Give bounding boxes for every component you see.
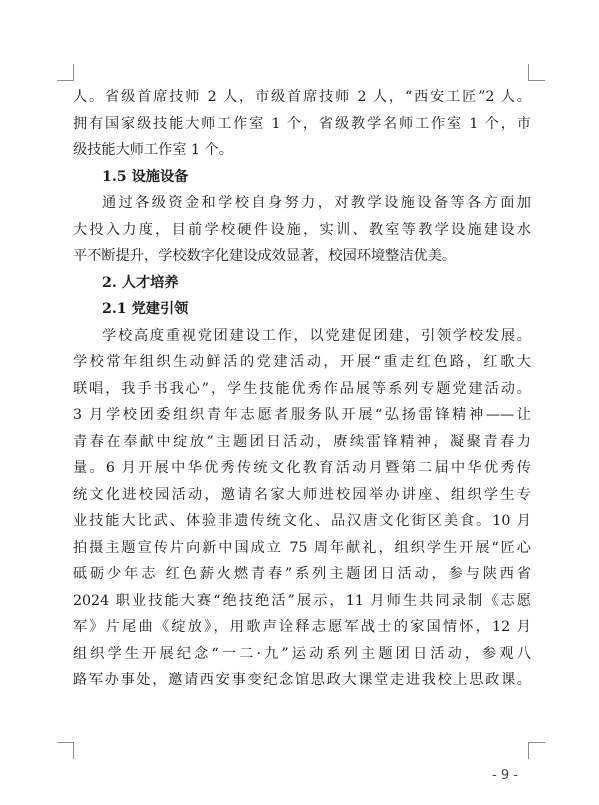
text-line: 砥砺少年志 红色薪火燃青春”系列主题团日活动，参与陕西省 bbox=[73, 566, 531, 582]
text-line: 大投入力度，目前学校硬件设施，实训、教室等教学设施建设水 bbox=[73, 221, 531, 238]
text-line: 量。6 月开展中华优秀传统文化教育活动月暨第二届中华优秀传 bbox=[73, 460, 531, 476]
text-line: 军》片尾曲《绽放》，用歌声诠释志愿军战士的家国情怀，12 月 bbox=[73, 619, 531, 635]
text-line: 平不断提升，学校数字化建设成效显著，校园环境整洁优美。 bbox=[73, 248, 457, 264]
bottom-left-margin-mark bbox=[57, 742, 74, 759]
text-line: 路军办事处，邀请西安事变纪念馆思政大课堂走进我校上思政课。 bbox=[73, 672, 531, 688]
text-line: 拥有国家级技能大师工作室 1 个，省级教学名师工作室 1 个，市 bbox=[73, 115, 531, 132]
text-line: 业技能大比武、体验非遗传统文化、品汉唐文化街区美食。10 月 bbox=[73, 513, 531, 529]
text-line: 联唱，我手书我心”，学生技能优秀作品展等系列专题党建活动。 bbox=[73, 380, 531, 397]
text-line: 3 月学校团委组织青年志愿者服务队开展“弘扬雷锋精神——让 bbox=[73, 407, 531, 423]
text-line: 组织学生开展纪念“一二·九”运动系列主题团日活动，参观八 bbox=[73, 645, 531, 662]
text-line: 学校高度重视党团建设工作，以党建促团建，引领学校发展。 bbox=[102, 327, 531, 344]
top-left-margin-mark bbox=[57, 64, 74, 81]
section-heading-1-5: 1.5 设施设备 bbox=[102, 168, 189, 185]
text-line: 人。省级首席技师 2 人，市级首席技师 2 人，“西安工匠”2 人。 bbox=[73, 89, 531, 105]
bottom-right-margin-mark bbox=[528, 742, 545, 759]
text-line: 通过各级资金和学校自身努力，对教学设施设备等各方面加 bbox=[102, 195, 531, 211]
text-line: 拍摄主题宣传片向新中国成立 75 周年献礼，组织学生开展“匠心 bbox=[73, 539, 531, 556]
section-heading-2: 2. 人才培养 bbox=[102, 274, 179, 291]
top-right-margin-mark bbox=[528, 64, 545, 81]
text-line: 统文化进校园活动，邀请名家大师进校园举办讲座、组织学生专 bbox=[73, 486, 531, 503]
text-line: 级技能大师工作室 1 个。 bbox=[73, 142, 233, 158]
text-line: 2024 职业技能大赛“绝技绝活”展示，11 月师生共同录制《志愿 bbox=[73, 592, 531, 609]
text-line: 青春在奉献中绽放”主题团日活动，赓续雷锋精神，凝聚青春力 bbox=[73, 433, 531, 450]
body-text bbox=[73, 84, 531, 694]
text-line: 学校常年组织生动鲜活的党建活动，开展“重走红色路，红歌大 bbox=[73, 354, 531, 370]
page-number: - 9 - bbox=[492, 768, 518, 783]
section-heading-2-1: 2.1 党建引领 bbox=[102, 301, 189, 317]
